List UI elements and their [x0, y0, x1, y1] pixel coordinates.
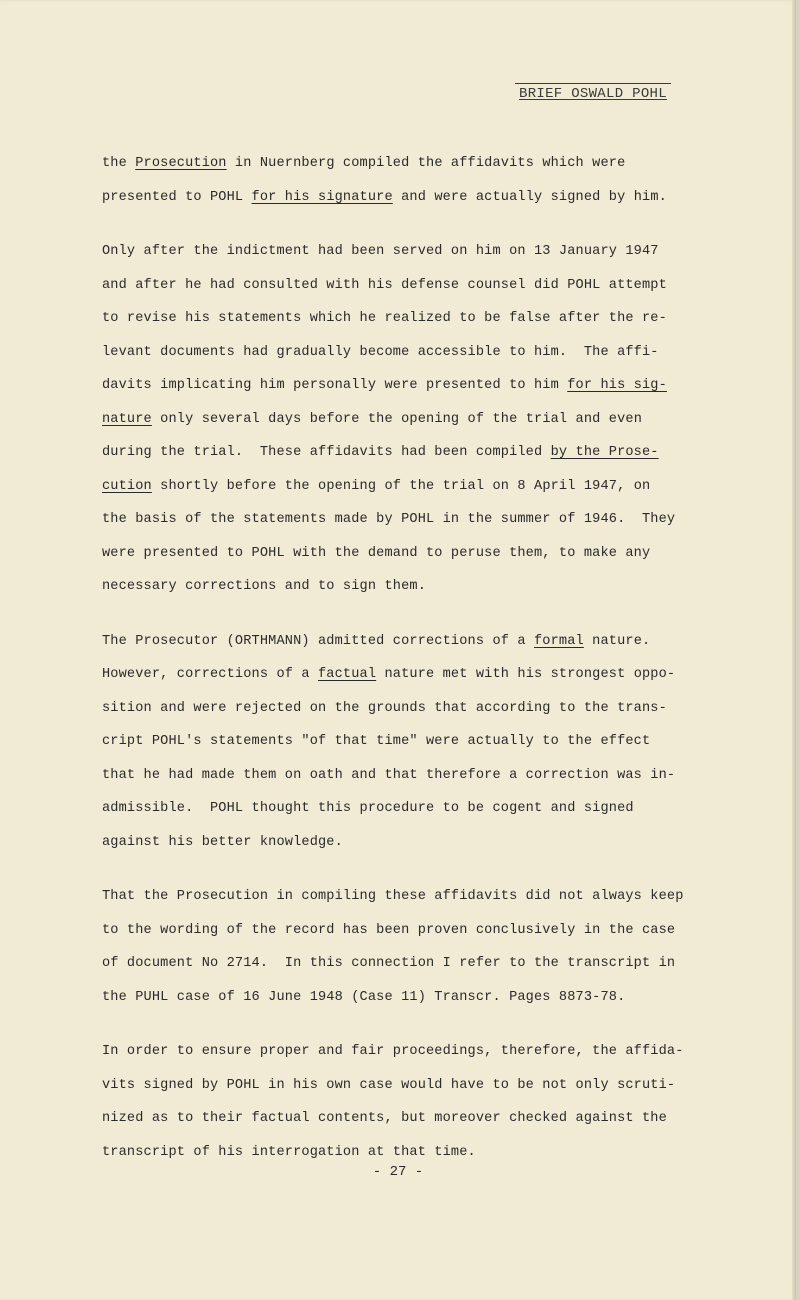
text-segment: cript POHL's statements "of that time" were actually to the effect [102, 734, 651, 749]
underlined-text: formal [534, 633, 584, 649]
text-segment: the basis of the statements made by POHL in the summer of 1946. They [102, 512, 676, 527]
text-line [102, 1035, 682, 1069]
text-segment: the PUHL case of 16 June 1948 (Case 11) Transcr. Pages 8873-78. [102, 989, 626, 1005]
text-line [102, 1102, 682, 1136]
paragraph [102, 880, 682, 1014]
text-line [102, 336, 682, 370]
text-line [102, 625, 682, 659]
page-number: - 27 - [372, 1164, 424, 1180]
text-segment: nized as to their factual contents, but moreover checked against the [102, 1111, 667, 1126]
text-segment: the [102, 156, 136, 171]
text-line [102, 1069, 682, 1103]
text-segment: against his better knowledge. [102, 834, 343, 850]
text-line [102, 914, 682, 948]
paragraph-gap [102, 859, 682, 880]
text-segment: That the Prosecution in compiling these affidavits did not always keep [102, 889, 684, 904]
text-segment: were presented to POHL with the demand to peruse them, to make any [102, 545, 651, 561]
underlined-text: Prosecution [135, 156, 227, 171]
document-header: BRIEF OSWALD POHL [519, 86, 667, 102]
text-line [102, 792, 682, 826]
underlined-text: for his signature [251, 189, 393, 205]
text-segment: However, corrections of a [102, 667, 318, 682]
text-segment: The Prosecutor (ORTHMANN) admitted corrections of a [102, 633, 534, 649]
text-segment: necessary corrections and to sign them. [102, 579, 426, 594]
text-segment: shortly before the opening of the trial on 8 April 1947, on [151, 478, 651, 494]
paragraph-gap [102, 604, 682, 625]
text-segment: In order to ensure proper and fair proceedings, therefore, the affida- [102, 1044, 684, 1059]
underlined-text: cution [102, 478, 152, 494]
text-segment: to revise his statements which he realized to be false after the re- [102, 311, 667, 326]
text-line [102, 503, 682, 537]
document-body [102, 147, 682, 1169]
text-line [102, 826, 682, 860]
text-segment: levant documents had gradually become accessible to him. The affi- [102, 344, 659, 360]
text-line [102, 269, 682, 303]
text-segment: and were actually signed by him. [392, 189, 667, 205]
text-segment: Only after the indictment had been served on him on 13 January 1947 [102, 244, 659, 259]
text-segment: and after he had consulted with his defense counsel did POHL attempt [102, 277, 667, 293]
text-segment: only several days before the opening of the trial and even [151, 411, 643, 427]
text-segment: sition and were rejected on the grounds that according to the trans- [102, 700, 667, 716]
underlined-text: for his sig- [567, 378, 667, 393]
paragraph [102, 1035, 682, 1169]
text-segment: in Nuernberg compiled the affidavits which were [226, 156, 626, 171]
text-line [102, 235, 682, 269]
text-segment: presented to POHL [102, 189, 252, 205]
text-line [102, 981, 682, 1015]
text-segment: of document No 2714. In this connection I refer to the transcript in [102, 956, 676, 971]
text-line [102, 369, 682, 403]
text-line [102, 537, 682, 571]
text-line [102, 147, 682, 181]
text-line [102, 725, 682, 759]
underlined-text: by the Prose- [550, 445, 659, 460]
text-segment: admissible. POHL thought this procedure to be cogent and signed [102, 801, 634, 816]
text-line [102, 470, 682, 504]
text-line [102, 759, 682, 793]
underlined-text: nature [102, 411, 152, 427]
underlined-text: factual [318, 667, 377, 682]
text-segment: nature met with his strongest oppo- [376, 667, 676, 682]
page-edge [792, 0, 796, 1300]
text-segment: to the wording of the record has been proven conclusively in the case [102, 922, 676, 938]
text-segment: that he had made them on oath and that therefore a correction was in- [102, 767, 676, 783]
paragraph [102, 147, 682, 214]
text-line [102, 403, 682, 437]
text-line [102, 302, 682, 336]
text-line [102, 570, 682, 604]
text-line [102, 692, 682, 726]
paragraph [102, 625, 682, 860]
paragraph-gap [102, 1014, 682, 1035]
text-line [102, 658, 682, 692]
text-segment: transcript of his interrogation at that time. [102, 1144, 476, 1160]
text-segment: nature. [583, 633, 651, 649]
paragraph-gap [102, 214, 682, 235]
text-segment: davits implicating him personally were presented to him [102, 378, 568, 393]
paragraph [102, 235, 682, 604]
text-segment: vits signed by POHL in his own case would have to be not only scruti- [102, 1077, 676, 1093]
text-line [102, 880, 682, 914]
text-line [102, 947, 682, 981]
text-line [102, 181, 682, 215]
text-line [102, 436, 682, 470]
text-segment: during the trial. These affidavits had been compiled [102, 445, 551, 460]
